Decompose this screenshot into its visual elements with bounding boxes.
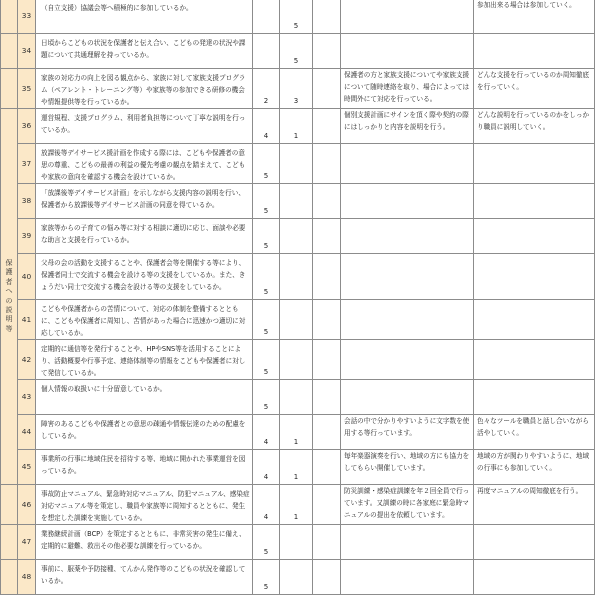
question-text: 運営規程、支援プログラム、利用者負担等について丁寧な説明を行っているか。	[36, 109, 253, 144]
score-no	[313, 560, 341, 595]
score-no	[313, 450, 341, 485]
question-text: 「放課後等デイサービス計画」を示しながら支援内容の説明を行い、保護者から放課後等デイサービス計画の同意を得ているか。	[36, 184, 253, 219]
table-row	[1, 485, 595, 525]
question-text: （自立支援）協議会等へ積極的に参加しているか。	[36, 0, 253, 34]
score-no	[313, 184, 341, 219]
table-row	[1, 340, 595, 380]
question-text: 放課後等デイサービス援計画を作成する際には、こどもや保護者の意思の尊重、こどもの最善の利益の優先考慮の観点を踏まえて、こどもや家族の意向を確認する機会を設けているか。	[36, 144, 253, 184]
current-status-text	[341, 380, 474, 415]
row-number: 48	[18, 560, 36, 595]
score-yes: 4	[253, 415, 280, 450]
score-yes: 4	[253, 485, 280, 525]
table-row	[1, 34, 595, 69]
current-status-text: 保護者の方と家族支援についてや家族支援について随時連絡を取り、場合によっては時間外にて対応を行っている。	[341, 69, 474, 109]
score-neutral	[280, 380, 313, 415]
score-yes: 5	[253, 184, 280, 219]
question-text: 定期的に通信等を発行することや、HPやSNS等を活用することにより、活動概要や行事予定、連絡体制等の情報をこどもや保護者に対して発信しているか。	[36, 340, 253, 380]
improvement-text	[474, 300, 595, 340]
current-status-text	[341, 560, 474, 595]
question-text: 家族の対応力の向上を図る観点から、家族に対して家族支援プログラム（ペアレント・トレーニング等）や家族等の参加できる研修の機会や情報提供等を行っているか。	[36, 69, 253, 109]
question-text: こどもや保護者からの苦情について、対応の体制を整備するとともに、こどもや保護者に周知し、苦情があった場合に迅速かつ適切に対応しているか。	[36, 300, 253, 340]
improvement-text	[474, 254, 595, 300]
table-row	[1, 450, 595, 485]
question-text: 父母の会の活動を支援することや、保護者会等を開催する等により、保護者同士で交流する機会を設ける等の支援をしているか。また、きょうだい同士で交流する機会を設ける等の支援をしているか。	[36, 254, 253, 300]
current-status-text	[341, 184, 474, 219]
improvement-text	[474, 219, 595, 254]
current-status-text	[341, 34, 474, 69]
score-neutral: 3	[280, 69, 313, 109]
score-no	[313, 254, 341, 300]
score-yes	[253, 34, 280, 69]
score-neutral	[280, 340, 313, 380]
question-text: 家族等からの子育ての悩み等に対する相談に適切に応じ、面談や必要な助言と支援を行っているか。	[36, 219, 253, 254]
row-number: 45	[18, 450, 36, 485]
category-cell	[1, 0, 18, 34]
score-yes: 5	[253, 300, 280, 340]
score-yes: 4	[253, 450, 280, 485]
score-no	[313, 525, 341, 560]
row-number: 35	[18, 69, 36, 109]
category-cell	[1, 109, 18, 485]
score-no	[313, 109, 341, 144]
score-yes: 5	[253, 560, 280, 595]
score-neutral: 1	[280, 450, 313, 485]
score-yes	[253, 0, 280, 34]
row-number: 47	[18, 525, 36, 560]
question-text: 事故防止マニュアル、緊急時対応マニュアル、防犯マニュアル、感染症対応マニュアル等を策定し、職員や家族等に周知するとともに、発生を想定した訓練を実施しているか。	[36, 485, 253, 525]
table-row	[1, 560, 595, 595]
score-no	[313, 69, 341, 109]
category-cell	[1, 485, 18, 525]
improvement-text: どんな説明を行っているのかをしっかり職員に説明していく。	[474, 109, 595, 144]
score-no	[313, 415, 341, 450]
row-number: 44	[18, 415, 36, 450]
table-row	[1, 144, 595, 184]
score-neutral	[280, 525, 313, 560]
score-neutral	[280, 254, 313, 300]
score-neutral	[280, 219, 313, 254]
score-neutral: 5	[280, 0, 313, 34]
current-status-text	[341, 219, 474, 254]
question-text: 業務継続計画（BCP）を策定するとともに、非常災害の発生に備え、定期的に避難、救出その他必要な訓練を行っているか。	[36, 525, 253, 560]
table-row	[1, 0, 595, 34]
score-neutral	[280, 560, 313, 595]
score-no	[313, 485, 341, 525]
table-row	[1, 184, 595, 219]
score-neutral: 1	[280, 485, 313, 525]
row-number: 46	[18, 485, 36, 525]
improvement-text	[474, 560, 595, 595]
table-row	[1, 219, 595, 254]
category-cell	[1, 560, 18, 595]
score-neutral	[280, 144, 313, 184]
score-no	[313, 300, 341, 340]
question-text: 事前に、服薬や予防接種、てんかん発作等のこどもの状況を確認しているか。	[36, 560, 253, 595]
improvement-text: 参加出来る場合は参加していく。	[474, 0, 595, 34]
current-status-text	[341, 254, 474, 300]
improvement-text	[474, 184, 595, 219]
table-row	[1, 415, 595, 450]
score-no	[313, 380, 341, 415]
improvement-text	[474, 340, 595, 380]
current-status-text	[341, 300, 474, 340]
table-row	[1, 69, 595, 109]
category-cell	[1, 34, 18, 69]
improvement-text: 再度マニュアルの周知徹底を行う。	[474, 485, 595, 525]
row-number: 39	[18, 219, 36, 254]
score-yes: 5	[253, 380, 280, 415]
category-cell	[1, 525, 18, 560]
score-neutral: 1	[280, 415, 313, 450]
score-yes: 5	[253, 340, 280, 380]
category-label: 保護者への説明等	[5, 258, 13, 333]
score-yes: 5	[253, 144, 280, 184]
improvement-text: 地域の方が関わりやすいように、地域の行事にも参加していく。	[474, 450, 595, 485]
score-neutral: 1	[280, 109, 313, 144]
table-row	[1, 300, 595, 340]
row-number: 33	[18, 0, 36, 34]
score-no	[313, 340, 341, 380]
row-number: 42	[18, 340, 36, 380]
row-number: 40	[18, 254, 36, 300]
row-number: 38	[18, 184, 36, 219]
improvement-text: 色々なツールを職員と話し合いながら活やしていく。	[474, 415, 595, 450]
current-status-text	[341, 144, 474, 184]
current-status-text	[341, 340, 474, 380]
table-row	[1, 254, 595, 300]
question-text: 事業所の行事に地域住民を招待する等、地域に開かれた事業運営を図っているか。	[36, 450, 253, 485]
improvement-text	[474, 380, 595, 415]
row-number: 34	[18, 34, 36, 69]
question-text: 障害のあるこどもや保護者との意思の疎通や情報伝達のための配慮をしているか。	[36, 415, 253, 450]
score-no	[313, 0, 341, 34]
current-status-text: 防災訓練・感染症訓練を年２回全員で行っています。又訓練の時に各家庭に緊急時マニュアルの提出を依頼しています。	[341, 485, 474, 525]
row-number: 36	[18, 109, 36, 144]
row-number: 43	[18, 380, 36, 415]
score-no	[313, 144, 341, 184]
score-yes: 5	[253, 254, 280, 300]
current-status-text: 毎年楽器演奏を行い、地域の方にも協力をしてもらい開催しています。	[341, 450, 474, 485]
score-neutral	[280, 300, 313, 340]
current-status-text: 個別支援計画にサインを頂く際や契約の際にはしっかりと内容を説明を行う。	[341, 109, 474, 144]
improvement-text	[474, 144, 595, 184]
current-status-text: 会話の中で分かりやすいように文字数を使用する等行っています。	[341, 415, 474, 450]
current-status-text	[341, 0, 474, 34]
score-neutral: 5	[280, 34, 313, 69]
score-yes: 4	[253, 109, 280, 144]
row-number: 41	[18, 300, 36, 340]
question-text: 日頃からこどもの状況を保護者と伝え合い、こどもの発達の状況や課題について共通理解を持っているか。	[36, 34, 253, 69]
improvement-text: どんな支援を行っているのか周知徹底を行っていく。	[474, 69, 595, 109]
score-yes: 2	[253, 69, 280, 109]
improvement-text	[474, 34, 595, 69]
score-yes: 5	[253, 219, 280, 254]
score-no	[313, 219, 341, 254]
category-cell	[1, 69, 18, 109]
table-row	[1, 380, 595, 415]
improvement-text	[474, 525, 595, 560]
score-neutral	[280, 184, 313, 219]
table-row	[1, 109, 595, 144]
score-no	[313, 34, 341, 69]
question-text: 個人情報の取扱いに十分留意しているか。	[36, 380, 253, 415]
current-status-text	[341, 525, 474, 560]
row-number: 37	[18, 144, 36, 184]
score-yes: 5	[253, 525, 280, 560]
table-row	[1, 525, 595, 560]
